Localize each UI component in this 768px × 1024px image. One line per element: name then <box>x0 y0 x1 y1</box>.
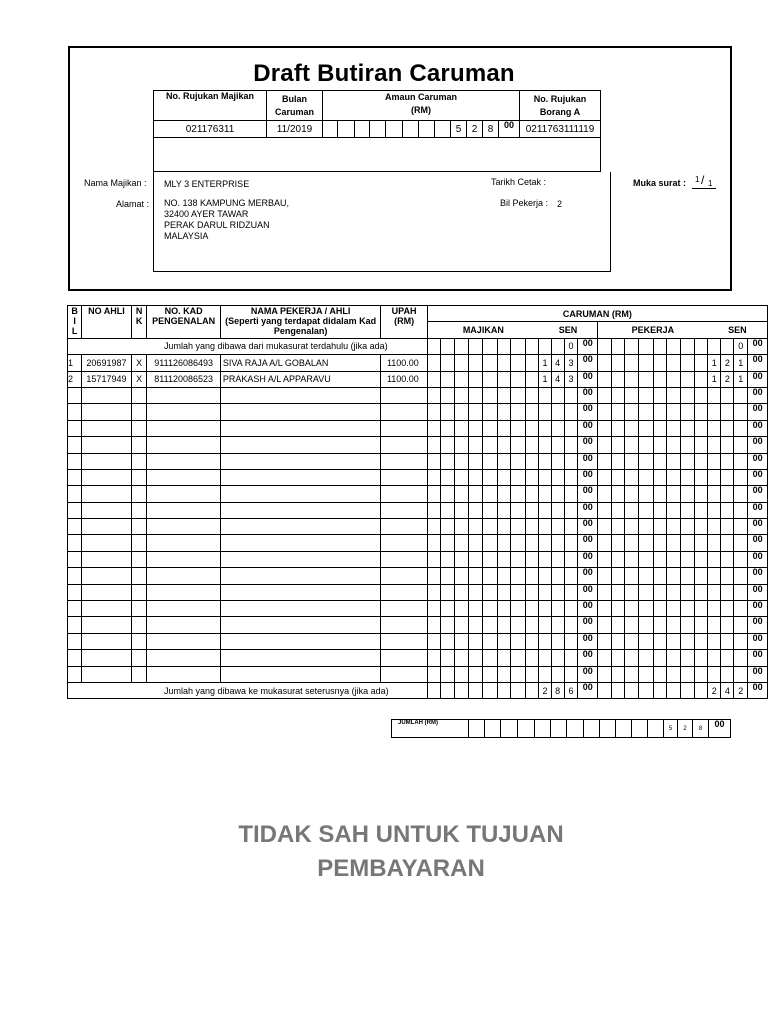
amaun-digit: 5 <box>451 121 467 138</box>
sen-cell: 00 <box>578 502 598 518</box>
majikan-digit: 3 <box>564 355 578 371</box>
table-row <box>68 568 768 584</box>
header-pekerja: PEKERJA <box>598 322 708 338</box>
header-no-kad: NO. KAD PENGENALAN <box>147 306 220 339</box>
sen-cell: 00 <box>748 617 768 633</box>
sen-cell: 00 <box>748 519 768 535</box>
value-no-rujukan-majikan: 021176311 <box>154 121 267 138</box>
sen-cell: 00 <box>578 519 598 535</box>
header-caruman: CARUMAN (RM) <box>427 306 767 322</box>
cell-no-kad: 911126086493 <box>147 355 220 371</box>
majikan-digit: 1 <box>539 371 551 387</box>
table-row <box>68 617 768 633</box>
pekerja-digit: 1 <box>708 371 721 387</box>
table-row <box>68 371 768 387</box>
sen-cell: 00 <box>578 437 598 453</box>
sen-cell: 00 <box>748 682 768 698</box>
sen-cell: 00 <box>578 601 598 617</box>
table-row <box>68 519 768 535</box>
table-row <box>68 469 768 485</box>
sen-cell: 00 <box>748 420 768 436</box>
carried-to-majikan-digit: 2 <box>539 682 551 698</box>
page-title: Draft Butiran Caruman <box>253 60 515 87</box>
sen-cell: 00 <box>748 601 768 617</box>
sen-cell: 00 <box>578 682 598 698</box>
carried-to-majikan-digit: 8 <box>551 682 564 698</box>
sen-cell: 00 <box>748 633 768 649</box>
header-majikan: MAJIKAN <box>427 322 539 338</box>
sen-cell: 00 <box>578 420 598 436</box>
muka-surat-label: Muka surat : <box>633 178 687 188</box>
total-label: JUMLAH (RM) <box>392 720 469 738</box>
table-row <box>68 650 768 666</box>
cell-nama: PRAKASH A/L APPARAVU <box>220 371 381 387</box>
sen-cell: 00 <box>578 404 598 420</box>
sen-cell: 00 <box>748 650 768 666</box>
sen-cell: 00 <box>748 502 768 518</box>
carried-to-pekerja-digit: 2 <box>734 682 748 698</box>
tarikh-cetak-label: Tarikh Cetak : <box>491 177 547 187</box>
table-row <box>68 420 768 436</box>
carried-to-pekerja-digit: 4 <box>721 682 734 698</box>
sen-cell: 00 <box>578 584 598 600</box>
carried-to-label: Jumlah yang dibawa ke mukasurat seterusnya (jika ada) <box>68 682 428 698</box>
header-amaun-caruman: Amaun Caruman (RM) <box>323 91 520 121</box>
sen-cell: 00 <box>578 338 598 354</box>
pekerja-digit: 1 <box>708 355 721 371</box>
carried-from-pekerja: 0 <box>734 338 748 354</box>
sen-cell: 00 <box>748 469 768 485</box>
majikan-digit: 4 <box>551 371 564 387</box>
blank-row <box>154 138 601 172</box>
table-row <box>68 355 768 371</box>
cell-no-kad: 811120086523 <box>147 371 220 387</box>
reference-table <box>153 90 601 172</box>
alamat-label: Alamat : <box>116 199 150 209</box>
total-table <box>391 719 731 738</box>
carried-from-label: Jumlah yang dibawa dari mukasurat terdahulu (jika ada) <box>68 338 428 354</box>
sen-cell: 00 <box>578 387 598 403</box>
carried-to-pekerja-digit: 2 <box>708 682 721 698</box>
sen-cell: 00 <box>578 453 598 469</box>
amaun-sen: 00 <box>499 121 520 138</box>
sen-cell: 00 <box>578 666 598 682</box>
table-row <box>68 437 768 453</box>
table-row <box>68 551 768 567</box>
total-digit: 2 <box>678 720 693 738</box>
pekerja-digit: 2 <box>721 371 734 387</box>
table-row <box>68 404 768 420</box>
value-bulan-caruman: 11/2019 <box>267 121 323 138</box>
header-no-ahli: NO AHLI <box>82 306 132 339</box>
sen-cell: 00 <box>578 469 598 485</box>
sen-cell: 00 <box>748 355 768 371</box>
header-nk: N K <box>131 306 147 339</box>
muka-surat-value: 1 / 1 <box>692 173 716 189</box>
alamat: NO. 138 KAMPUNG MERBAU, 32400 AYER TAWAR PERAK DARUL RIDZUAN MALAYSIA <box>164 198 290 241</box>
carried-from-majikan: 0 <box>564 338 578 354</box>
sen-cell: 00 <box>748 584 768 600</box>
cell-bil: 2 <box>68 371 82 387</box>
amaun-digit: 8 <box>483 121 499 138</box>
watermark: TIDAK SAH UNTUK TUJUAN PEMBAYARAN <box>238 821 564 882</box>
sen-cell: 00 <box>748 387 768 403</box>
cell-nama: SIVA RAJA A/L GOBALAN <box>220 355 381 371</box>
sen-cell: 00 <box>578 486 598 502</box>
pekerja-digit: 1 <box>734 355 748 371</box>
amaun-digit: 2 <box>467 121 483 138</box>
sen-cell: 00 <box>578 568 598 584</box>
sen-cell: 00 <box>748 486 768 502</box>
bil-pekerja-label: Bil Pekerja : <box>500 198 549 208</box>
cell-no-ahli: 15717949 <box>82 371 132 387</box>
sen-cell: 00 <box>748 404 768 420</box>
header-sen-pekerja: SEN <box>708 322 768 338</box>
table-row <box>68 502 768 518</box>
sen-cell: 00 <box>748 338 768 354</box>
cell-upah: 1100.00 <box>381 355 427 371</box>
header-bulan-caruman: Bulan Caruman <box>267 91 323 121</box>
nama-majikan-label: Nama Majikan : <box>84 178 147 188</box>
carried-to-majikan-digit: 6 <box>564 682 578 698</box>
cell-nk: X <box>131 371 147 387</box>
table-row <box>68 601 768 617</box>
table-row <box>68 633 768 649</box>
total-sen: 00 <box>709 720 731 738</box>
table-row <box>68 666 768 682</box>
total-digit: 8 <box>693 720 709 738</box>
cell-nk: X <box>131 355 147 371</box>
pekerja-digit: 1 <box>734 371 748 387</box>
cell-bil: 1 <box>68 355 82 371</box>
sen-cell: 00 <box>748 371 768 387</box>
table-row <box>68 387 768 403</box>
pekerja-digit: 2 <box>721 355 734 371</box>
majikan-digit: 3 <box>564 371 578 387</box>
sen-cell: 00 <box>748 453 768 469</box>
majikan-digit: 4 <box>551 355 564 371</box>
sen-cell: 00 <box>578 633 598 649</box>
total-digit: 5 <box>664 720 678 738</box>
table-row <box>68 584 768 600</box>
sen-cell: 00 <box>578 551 598 567</box>
sen-cell: 00 <box>748 666 768 682</box>
header-no-rujukan-majikan: No. Rujukan Majikan <box>154 91 267 121</box>
table-row <box>68 535 768 551</box>
sen-cell: 00 <box>748 551 768 567</box>
header-nama: NAMA PEKERJA / AHLI (Seperti yang terdapat didalam Kad Pengenalan) <box>220 306 381 339</box>
sen-cell: 00 <box>578 371 598 387</box>
majikan-digit: 1 <box>539 355 551 371</box>
sen-cell: 00 <box>748 535 768 551</box>
sen-cell: 00 <box>578 535 598 551</box>
header-sen-majikan: SEN <box>539 322 598 338</box>
sen-cell: 00 <box>578 650 598 666</box>
table-row <box>68 486 768 502</box>
nama-majikan: MLY 3 ENTERPRISE <box>164 179 250 189</box>
header-upah: UPAH (RM) <box>381 306 427 339</box>
sen-cell: 00 <box>748 437 768 453</box>
cell-upah: 1100.00 <box>381 371 427 387</box>
sen-cell: 00 <box>578 617 598 633</box>
sen-cell: 00 <box>748 568 768 584</box>
value-no-rujukan-borang: 0211763111119 <box>520 121 601 138</box>
header-no-rujukan-borang: No. Rujukan Borang A <box>520 91 601 121</box>
table-row <box>68 453 768 469</box>
bil-pekerja: 2 <box>557 199 563 209</box>
sen-cell: 00 <box>578 355 598 371</box>
header-bil: B I L <box>68 306 82 339</box>
cell-no-ahli: 20691987 <box>82 355 132 371</box>
contribution-table <box>67 305 768 699</box>
